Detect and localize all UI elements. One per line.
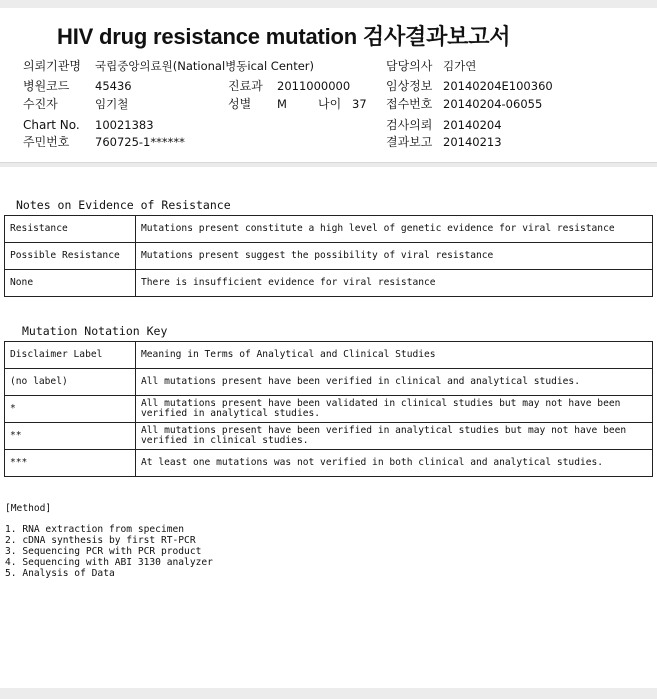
key-desc-cell: All mutations present have been verified in analytical studies but may not have been verified in clinical studies. [136,423,653,450]
patient-label: 수진자 [23,97,58,111]
department-label: 진료과 [228,79,263,93]
institution-value: 국립중앙의료원(National병동ical Center) [95,59,314,73]
table-row [5,243,653,270]
notes-label-cell: Possible Resistance [5,243,136,270]
doctor-value: 김가연 [443,59,477,73]
key-label-cell: *** [5,450,136,477]
key-section-title: Mutation Notation Key [22,324,168,338]
table-row [5,396,653,423]
resident-no-value: 760725-1****** [95,135,185,149]
key-desc-cell: At least one mutations was not verified in both clinical and analytical studies. [136,450,653,477]
chart-no-label: Chart No. [23,118,80,132]
notes-desc-cell: Mutations present suggest the possibility of viral resistance [136,243,653,270]
clinical-info-label: 임상정보 [386,79,433,93]
test-request-value: 20140204 [443,118,502,132]
result-report-value: 20140213 [443,135,502,149]
hospital-code-label: 병원코드 [23,79,70,93]
notes-section-title: Notes on Evidence of Resistance [16,198,231,212]
notes-label-cell: None [5,270,136,297]
key-label-cell: * [5,396,136,423]
resident-no-label: 주민번호 [23,135,70,149]
header-divider [0,162,657,167]
age-label: 나이 [318,97,342,111]
notes-desc-cell: Mutations present constitute a high level of genetic evidence for viral resistance [136,216,653,243]
table-row [5,216,653,243]
key-desc-cell: Meaning in Terms of Analytical and Clinical Studies [136,342,653,369]
key-label-cell: Disclaimer Label [5,342,136,369]
notes-label-cell: Resistance [5,216,136,243]
bottom-frame-bar [0,688,657,699]
list-item: 4. Sequencing with ABI 3130 analyzer [5,557,213,568]
patient-value: 임기철 [95,97,129,111]
chart-no-value: 10021383 [95,118,154,132]
top-frame-bar [0,0,657,8]
notes-desc-cell: There is insufficient evidence for viral resistance [136,270,653,297]
table-row [5,450,653,477]
key-table [4,341,653,477]
receipt-no-value: 20140204-06055 [443,97,543,111]
method-list [5,524,213,579]
table-row [5,342,653,369]
key-label-cell: (no label) [5,369,136,396]
list-item: 5. Analysis of Data [5,568,115,579]
table-row [5,369,653,396]
result-report-label: 결과보고 [386,135,433,149]
table-row [5,423,653,450]
list-item: 1. RNA extraction from specimen [5,524,185,535]
doctor-label: 담당의사 [386,59,433,73]
hospital-code-value: 45436 [95,79,132,93]
notes-table [4,215,653,297]
sex-value: M [277,97,287,111]
age-value: 37 [352,97,367,111]
clinical-info-value: 20140204E100360 [443,79,553,93]
list-item: 2. cDNA synthesis by first RT-PCR [5,535,196,546]
sex-label: 성별 [228,97,252,111]
key-label-cell: ** [5,423,136,450]
test-request-label: 검사의뢰 [386,118,433,132]
key-desc-cell: All mutations present have been verified in clinical and analytical studies. [136,369,653,396]
report-title: HIV drug resistance mutation 검사결과보고서 [57,24,511,49]
table-row [5,270,653,297]
list-item: 3. Sequencing PCR with PCR product [5,546,202,557]
key-desc-cell: All mutations present have been validated in clinical studies but may not have been verified in analytical studies. [136,396,653,423]
institution-label: 의뢰기관명 [23,59,81,73]
receipt-no-label: 접수번호 [386,97,433,111]
department-value: 2011000000 [277,79,351,93]
method-title: [Method] [5,503,52,514]
